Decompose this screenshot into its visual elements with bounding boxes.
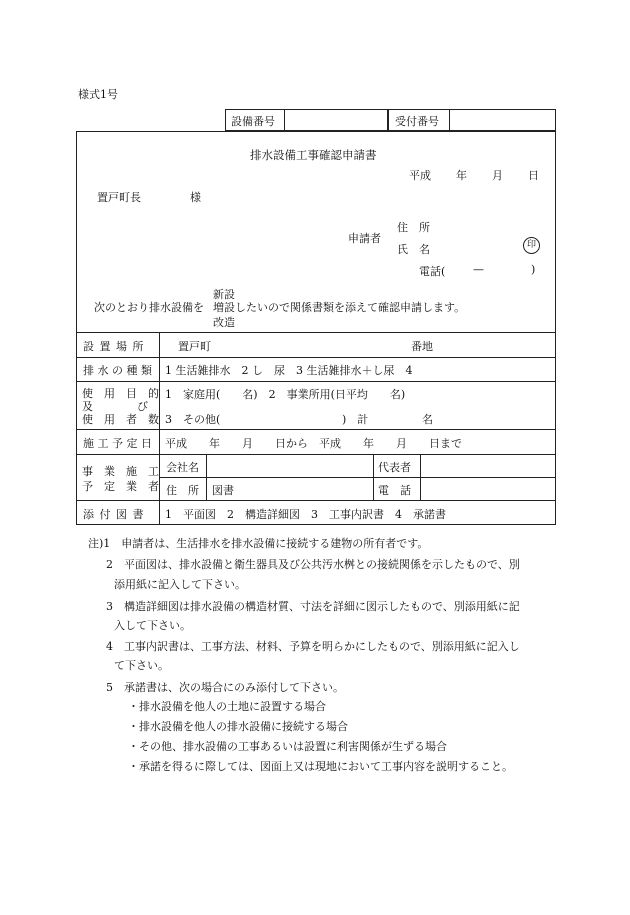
form-number: 様式1号 (78, 88, 118, 101)
phone-close: ) (531, 263, 536, 276)
usage-label-3: 使 用 者 数 (82, 413, 159, 426)
usage-line-2a[interactable]: 3 その他( (165, 413, 221, 426)
note-1: 注)1 申請者は、生活排水を排水設備に接続する建物の所有者です。 (88, 537, 429, 550)
note-3b: 入して下さい。 (114, 619, 191, 632)
date-year: 年 (456, 169, 467, 182)
company-label: 会社名 (166, 461, 199, 474)
note-bullet-3: ・その他、排水設備の工事あるいは設置に利害関係が生ずる場合 (128, 740, 447, 753)
seal-mark-text: 印 (526, 240, 536, 250)
column-divider (373, 454, 374, 500)
date-day: 日 (528, 169, 539, 182)
location-lot: 番地 (411, 340, 433, 353)
honorific: 様 (190, 191, 201, 204)
contractor-address-value[interactable]: 図書 (212, 484, 234, 497)
column-divider (159, 332, 160, 525)
row-divider (76, 357, 556, 358)
date-era: 平成 (409, 169, 431, 182)
form-title: 排水設備工事確認申請書 (250, 148, 377, 162)
date-month: 月 (492, 169, 503, 182)
usage-label-2: 及 び (82, 400, 148, 413)
column-divider (420, 454, 421, 500)
phone-dash: — (473, 263, 484, 276)
address-label: 住 所 (397, 221, 430, 234)
note-bullet-4: ・承諾を得るに際しては、図面上又は現地において工事内容を説明すること。 (128, 760, 513, 773)
applicant-label: 申請者 (348, 232, 381, 245)
note-4a: 4 工事内訳書は、工事方法、材料、予算を明らかにしたもので、別添用紙に記入し (106, 640, 520, 653)
statement-before: 次のとおり排水設備を (94, 301, 204, 314)
row-divider (159, 477, 556, 478)
drain-type-label: 排 水 の 種 類 (83, 364, 152, 377)
usage-line-1[interactable]: 1 家庭用( 名) 2 事業所用(日平均 名) (165, 388, 406, 401)
row-divider (76, 454, 556, 455)
usage-line-2c[interactable]: 名 (422, 413, 433, 426)
schedule-label: 施 工 予 定 日 (83, 437, 152, 450)
note-5: 5 承諾書は、次の場合にのみ添付して下さい。 (106, 681, 344, 694)
column-divider (206, 454, 207, 500)
row-divider (76, 500, 556, 501)
equipment-number-field[interactable] (290, 113, 384, 127)
contractor-label-1: 事 業 施 工 (82, 465, 159, 478)
note-bullet-2: ・排水設備を他人の排水設備に接続する場合 (128, 720, 348, 733)
divider (449, 109, 450, 131)
phone-label: 電話( (419, 265, 446, 278)
addressee: 置戸町長 (97, 191, 141, 204)
note-bullet-1: ・排水設備を他人の土地に設置する場合 (128, 700, 326, 713)
divider (284, 109, 285, 131)
type-new: 新設 (213, 288, 235, 301)
note-3a: 3 構造詳細図は排水設備の構造材質、寸法を詳細に図示したもので、別添用紙に記 (106, 600, 520, 613)
statement-after: したいので関係書類を添えて確認申請します。 (235, 301, 466, 314)
contractor-address-label: 住 所 (166, 484, 199, 497)
attachments-value[interactable]: 1 平面図 2 構造詳細図 3 工事内訳書 4 承諾書 (165, 508, 446, 521)
usage-line-2b[interactable]: ) 計 (342, 413, 369, 426)
contractor-label-2: 予 定 業 者 (82, 480, 159, 493)
drain-type-value[interactable]: 1 生活雑排水 2 し 尿 3 生活雑排水＋し尿 4 (165, 364, 413, 377)
type-modify: 改造 (213, 316, 235, 329)
type-add: 増設 (213, 301, 235, 314)
row-divider (76, 381, 556, 382)
row-divider (76, 429, 556, 430)
equipment-number-label: 設備番号 (231, 115, 275, 128)
name-label: 氏 名 (397, 243, 430, 256)
note-2b: 添用紙に記入して下さい。 (114, 578, 246, 591)
usage-label-1: 使 用 目 的 (82, 387, 159, 400)
row-divider (76, 332, 556, 333)
note-2a: 2 平面図は、排水設備と衛生器具及び公共汚水桝との接続関係を示したもので、別 (106, 558, 520, 571)
attachments-label: 添 付 図 書 (83, 508, 145, 521)
location-label: 設 置 場 所 (83, 340, 145, 353)
representative-label: 代表者 (378, 461, 411, 474)
schedule-value[interactable]: 平成 年 月 日から 平成 年 月 日まで (165, 437, 462, 450)
note-4b: て下さい。 (114, 659, 169, 672)
receipt-number-label: 受付番号 (395, 115, 439, 128)
receipt-number-field[interactable] (455, 113, 551, 127)
seal-mark (523, 237, 540, 254)
contractor-phone-label: 電 話 (378, 484, 411, 497)
location-town: 置戸町 (178, 340, 211, 353)
